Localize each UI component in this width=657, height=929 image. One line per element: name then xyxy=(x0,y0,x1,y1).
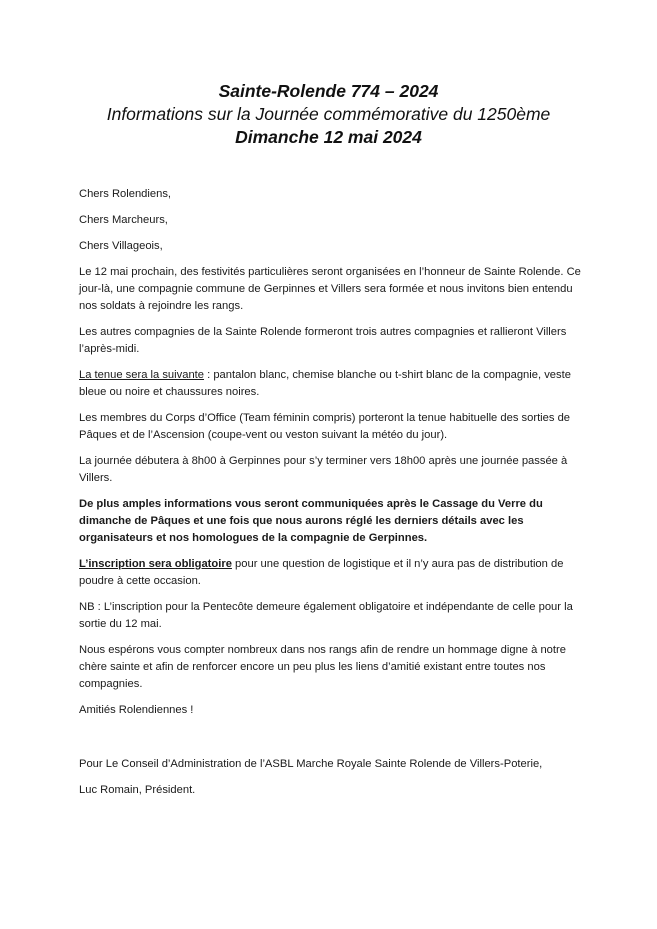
paragraph-corps-office: Les membres du Corps d’Office (Team féminin compris) porteront la tenue habituelle des sorties de Pâques et de l’Ascension (coupe-vent ou veston suivant la météo du jour). xyxy=(79,412,571,441)
title-line-3: Dimanche 12 mai 2024 xyxy=(235,127,422,147)
registration-lead: L’inscription sera obligatoire xyxy=(79,558,232,570)
paragraph-other-companies: Les autres compagnies de la Sainte Rolende formeront trois autres compagnies et rallieront Villers l’après-midi. xyxy=(79,326,567,355)
greeting-3: Chers Villageois, xyxy=(79,240,163,252)
letter-body xyxy=(79,186,589,808)
signature-line-2: Luc Romain, Président. xyxy=(79,784,196,796)
greeting-2: Chers Marcheurs, xyxy=(79,214,168,226)
closing-salutation: Amitiés Rolendiennes ! xyxy=(79,704,194,716)
greeting-1: Chers Rolendiens, xyxy=(79,188,172,200)
paragraph-dress-code xyxy=(79,367,589,401)
registration-text: pour une question de logistique et il n’y aura pas de distribution de poudre à cette occasion. xyxy=(79,558,564,587)
paragraph-schedule: La journée débutera à 8h00 à Gerpinnes pour s’y terminer vers 18h00 après une journée passée à Villers. xyxy=(79,455,568,484)
document-title xyxy=(0,80,657,149)
signature-line-1: Pour Le Conseil d’Administration de l’ASBL Marche Royale Sainte Rolende de Villers-Poterie, xyxy=(79,758,543,770)
paragraph-hope: Nous espérons vous compter nombreux dans nos rangs afin de rendre un hommage digne à notre chère sainte et afin de renforcer encore un peu plus les liens d’amitié existant entre toutes nos compagnies. xyxy=(79,644,566,690)
paragraph-more-info: De plus amples informations vous seront communiquées après le Cassage du Verre du dimanche de Pâques et une fois que nous aurons réglé les derniers détails avec les organisateurs et nos homologues de la compagnie de Gerpinnes. xyxy=(79,498,543,544)
paragraph-intro: Le 12 mai prochain, des festivités particulières seront organisées en l’honneur de Sainte Rolende. Ce jour-là, une compagnie commune de Gerpinnes et Villers sera formée et nous invitons bien entendu nos soldats à rejoindre les rangs. xyxy=(79,266,581,312)
paragraph-registration xyxy=(79,556,589,590)
title-line-1: Sainte-Rolende 774 – 2024 xyxy=(218,81,439,101)
dress-code-text: : pantalon blanc, chemise blanche ou t-shirt blanc de la compagnie, veste bleue ou noire et chaussures noires. xyxy=(79,369,571,398)
dress-code-lead: La tenue sera la suivante xyxy=(79,369,205,381)
paragraph-nb: NB : L’inscription pour la Pentecôte demeure également obligatoire et indépendante de celle pour la sortie du 12 mai. xyxy=(79,601,573,630)
title-line-2: Informations sur la Journée commémorative du 1250ème xyxy=(106,104,551,124)
